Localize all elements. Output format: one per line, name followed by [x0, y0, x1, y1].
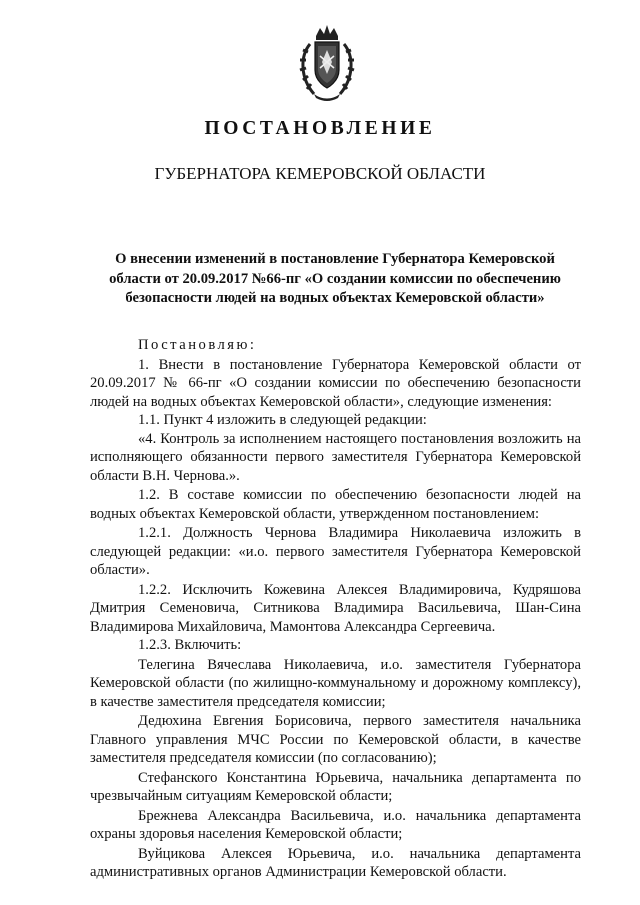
paragraph: Стефанского Константина Юрьевича, начальника департамента по чрезвычайным ситуациям Кемеровской области; [90, 769, 581, 804]
paragraph: 1.2.2. Исключить Кожевина Алексея Владимировича, Кудряшова Дмитрия Семеновича, Ситникова Владимира Васильевича, Шан-Сина Владимирова Михайловича, Мамонтова Александра Сергеевича. [90, 581, 581, 635]
paragraph: 1.2.3. Включить: [138, 637, 242, 653]
paragraph: 1. Внести в постановление Губернатора Кемеровской области от 20.09.2017 № 66-пг «О создании комиссии по обеспечению безопасности людей на водных объектах Кемеровской области», следующие изменения: [90, 356, 581, 410]
paragraph: Брежнева Александра Васильевича, и.о. начальника департамента охраны здоровья населения Кемеровской области; [90, 807, 581, 842]
paragraph: Дедюхина Евгения Борисовича, первого заместителя начальника Главного управления МЧС России по Кемеровской области, в качестве заместителя председателя комиссии (по согласованию); [90, 713, 581, 766]
paragraph: 1.2.1. Должность Чернова Владимира Николаевича изложить в следующей редакции: «и.о. первого заместителя Губернатора Кемеровской области». [90, 525, 581, 578]
paragraph: Телегина Вячеслава Николаевича, и.о. заместителя Губернатора Кемеровской области (по жилищно-коммунальному и дорожному комплексу), в качестве заместителя председателя комиссии; [90, 656, 581, 710]
paragraph: 1.2. В составе комиссии по обеспечению безопасности людей на водных объектах Кемеровской области, утвержденном постановлением: [90, 487, 581, 522]
preamble: Постановляю: [138, 337, 257, 353]
paragraph: 1.1. Пункт 4 изложить в следующей редакции: [138, 412, 427, 428]
document-subject: О внесении изменений в постановление Губернатора Кемеровской области от 20.09.2017 №66-пг «О создании комиссии по обеспечению безопасности людей на водных объектах Кемеровской области» [109, 251, 561, 306]
document-title: ПОСТАНОВЛЕНИЕ [204, 118, 436, 139]
document-body [90, 336, 581, 882]
coat-of-arms-icon [296, 22, 358, 102]
document-issuer: ГУБЕРНАТОРА КЕМЕРОВСКОЙ ОБЛАСТИ [154, 164, 486, 183]
paragraph: «4. Контроль за исполнением настоящего постановления возложить на исполняющего обязанности первого заместителя Губернатора Кемеровской области В.Н. Чернова.». [90, 430, 581, 484]
paragraph: Вуйцикова Алексея Юрьевича, и.о. начальника департамента административных органов Администрации Кемеровской области. [90, 845, 581, 880]
